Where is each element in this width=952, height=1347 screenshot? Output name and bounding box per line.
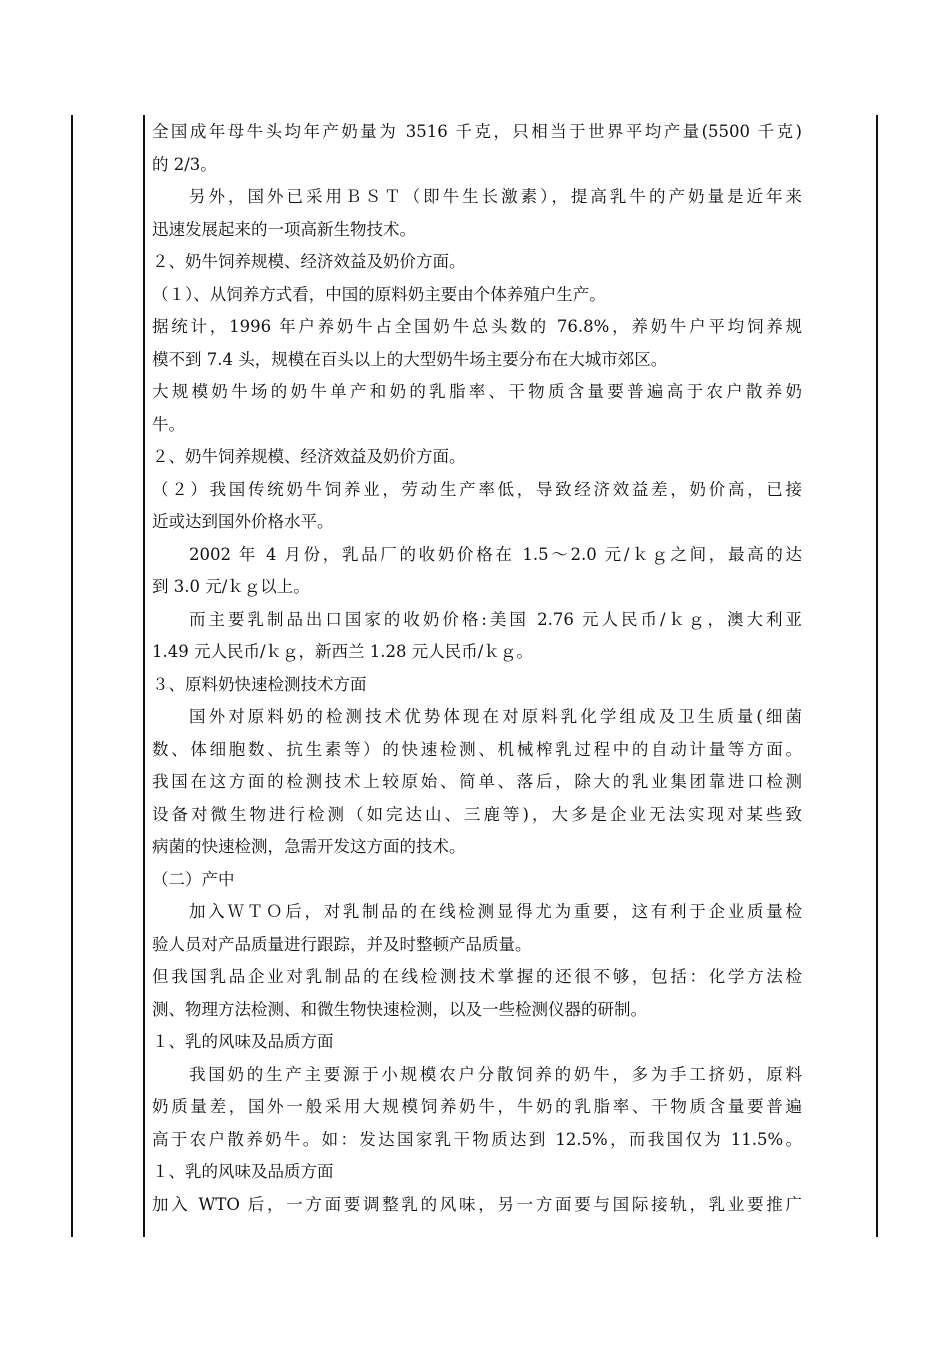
text-line: 测、物理方法检测、和微生物快速检测，以及一些检测仪器的研制。 xyxy=(152,999,647,1019)
text-line: 我国在这方面的检测技术上较原始、简单、落后，除大的乳业集团靠进口检测 xyxy=(152,772,802,791)
table-left-border xyxy=(71,115,73,1237)
text-line: 牛。 xyxy=(152,414,185,434)
text-line: 我国奶的生产主要源于小规模农户分散饲养的奶牛，多为手工挤奶，原料 xyxy=(189,1064,802,1084)
text-line: 全国成年母牛头均年产奶量为 3516 千克，只相当于世界平均产量(5500 千克) xyxy=(152,122,802,141)
text-line: ２、奶牛饲养规模、经济效益及奶价方面。 xyxy=(152,447,466,466)
text-line: （二）产中 xyxy=(152,869,235,889)
text-line: ２、奶牛饲养规模、经济效益及奶价方面。 xyxy=(152,252,466,271)
text-line: 设备对微生物进行检测（如完达山、三鹿等)，大多是企业无法实现对某些致 xyxy=(152,804,802,824)
text-line: （１）、从饲养方式看，中国的原料奶主要由个体养殖户生产。 xyxy=(152,284,606,304)
text-line: 模不到 7.4 头，规模在百头以上的大型奶牛场主要分布在大城市郊区。 xyxy=(152,349,668,369)
text-line: ３、原料奶快速检测技术方面 xyxy=(152,674,367,694)
text-line: 验人员对产品质量进行跟踪，并及时整顿产品质量。 xyxy=(152,934,532,954)
text-line: 加入ＷＴＯ后，对乳制品的在线检测显得尤为重要，这有利于企业质量检 xyxy=(189,902,802,921)
text-line: （２）我国传统奶牛饲养业，劳动生产率低，导致经济效益差，奶价高，已接 xyxy=(152,479,802,499)
text-line: 近或达到国外价格水平。 xyxy=(152,512,334,531)
text-line: １、乳的风味及品质方面 xyxy=(152,1162,334,1181)
text-line: 奶质量差，国外一般采用大规模饲养奶牛，牛奶的乳脂率、干物质含量要普遍 xyxy=(152,1097,802,1116)
text-line: 国外对原料奶的检测技术优势体现在对原料乳化学组成及卫生质量(细菌 xyxy=(189,707,802,726)
text-line: 高于农户散养奶牛。如：发达国家乳干物质达到 12.5%，而我国仅为 11.5%。 xyxy=(152,1129,802,1149)
document-text-cell xyxy=(152,116,802,1221)
text-line: 据统计，1996 年户养奶牛占全国奶牛总头数的 76.8%，养奶牛户平均饲养规 xyxy=(152,317,802,336)
table-column-divider xyxy=(143,115,145,1237)
text-line: 数、体细胞数、抗生素等）的快速检测、机械榨乳过程中的自动计量等方面。 xyxy=(152,739,802,759)
table-right-border xyxy=(876,115,878,1237)
text-line: 另外，国外已采用ＢＳＴ（即牛生长激素），提高乳牛的产奶量是近年来 xyxy=(189,187,802,206)
text-line: 但我国乳品企业对乳制品的在线检测技术掌握的还很不够，包括：化学方法检 xyxy=(152,967,802,986)
text-line: １、乳的风味及品质方面 xyxy=(152,1032,334,1051)
text-line: 2002 年 4 月份，乳品厂的收奶价格在 1.5～2.0 元/ｋｇ之间，最高的达 xyxy=(189,544,802,564)
text-line: 迅速发展起来的一项高新生物技术。 xyxy=(152,219,416,239)
text-line: 而主要乳制品出口国家的收奶价格:美国 2.76 元人民币/ｋｇ，澳大利亚 xyxy=(189,609,802,629)
text-line: 的 2/3。 xyxy=(152,154,217,174)
text-line: 加入 WTO 后，一方面要调整乳的风味，另一方面要与国际接轨，乳业要推广 xyxy=(152,1194,802,1214)
text-line: 大规模奶牛场的奶牛单产和奶的乳脂率、干物质含量要普遍高于农户散养奶 xyxy=(152,382,802,401)
text-line: 到 3.0 元/ｋｇ以上。 xyxy=(152,577,310,596)
text-line: 1.49 元人民币/ｋｇ，新西兰 1.28 元人民币/ｋｇ。 xyxy=(152,642,533,661)
text-line: 病菌的快速检测，急需开发这方面的技术。 xyxy=(152,837,466,856)
